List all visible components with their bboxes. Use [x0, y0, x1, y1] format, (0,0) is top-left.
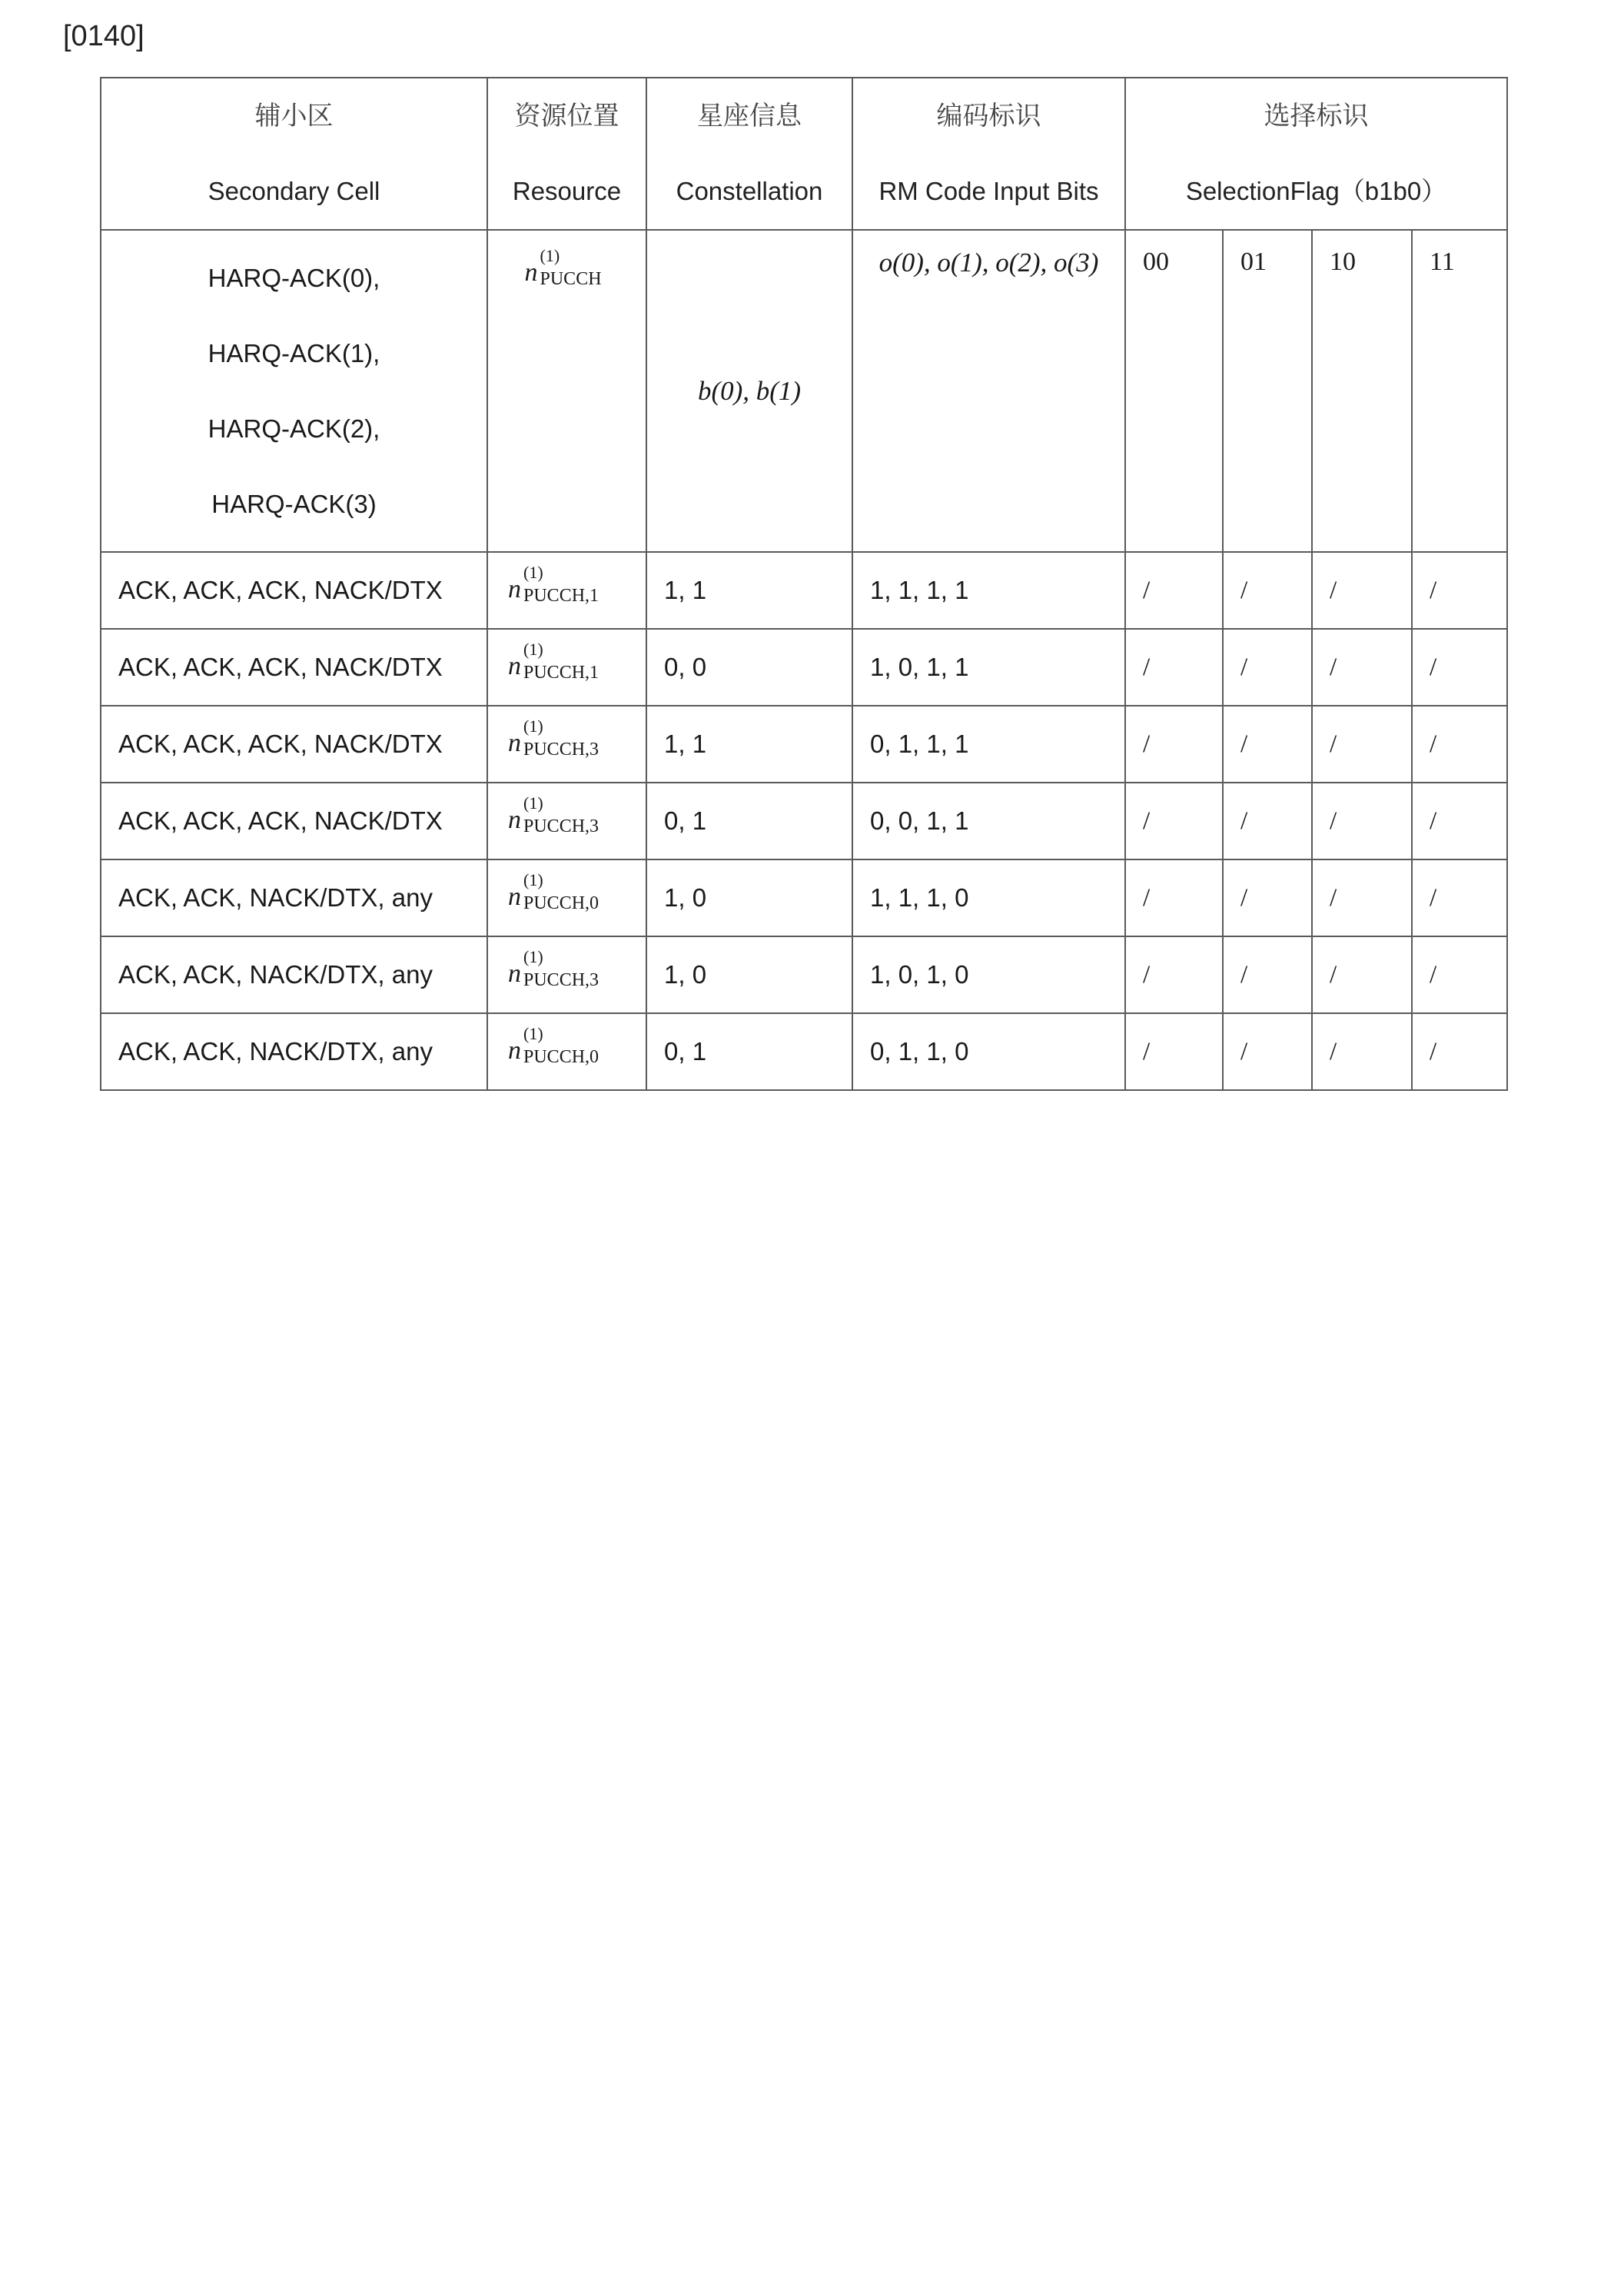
row-flag-10: /	[1312, 859, 1412, 936]
header-secondary-cell	[101, 78, 487, 230]
row-flag-01: /	[1223, 783, 1312, 859]
header-constellation-cn: 星座信息	[697, 101, 802, 131]
resource-symbol-sub: PUCCH	[540, 269, 602, 289]
row-flag-00: /	[1125, 706, 1223, 783]
header-secondary-cell-en: Secondary Cell	[208, 177, 380, 205]
row-code-bits: 0, 1, 1, 1	[852, 706, 1125, 783]
row-resource: n (1) PUCCH,1	[487, 552, 646, 629]
row-resource: n (1) PUCCH,0	[487, 1013, 646, 1090]
resource-symbol	[525, 248, 609, 294]
row-flag-11: /	[1412, 783, 1507, 859]
header-code-bits-cn: 编码标识	[936, 101, 1041, 131]
row-resource-sup: (1)	[523, 716, 543, 736]
constellation-symbol: b(0), b(1)	[646, 230, 852, 552]
harq-ack-list	[101, 230, 487, 552]
header-code-bits-en: RM Code Input Bits	[878, 177, 1099, 205]
row-constellation: 1, 0	[646, 859, 852, 936]
row-flag-10: /	[1312, 783, 1412, 859]
resource-symbol-base: n	[524, 258, 538, 287]
row-resource-sub: PUCCH,0	[523, 1047, 599, 1067]
flag-11: 11	[1412, 230, 1507, 552]
paragraph-number: [0140]	[63, 20, 144, 52]
harq-ack-2: HARQ-ACK(2),	[208, 414, 380, 443]
row-resource-sub: PUCCH,3	[523, 970, 599, 990]
row-flag-00: /	[1125, 783, 1223, 859]
row-cell-state: ACK, ACK, NACK/DTX, any	[101, 859, 487, 936]
row-resource-sup: (1)	[523, 947, 543, 966]
row-resource-sup: (1)	[523, 563, 543, 582]
row-resource-sup: (1)	[523, 1024, 543, 1043]
row-resource: n (1) PUCCH,3	[487, 783, 646, 859]
row-resource-sub: PUCCH,3	[523, 816, 599, 836]
header-resource	[487, 78, 646, 230]
harq-ack-0: HARQ-ACK(0),	[208, 263, 380, 292]
row-cell-state: ACK, ACK, ACK, NACK/DTX	[101, 706, 487, 783]
header-constellation	[646, 78, 852, 230]
row-resource: n (1) PUCCH,3	[487, 936, 646, 1013]
harq-group-row	[101, 230, 1507, 552]
row-cell-state: ACK, ACK, ACK, NACK/DTX	[101, 783, 487, 859]
row-cell-state: ACK, ACK, NACK/DTX, any	[101, 936, 487, 1013]
row-flag-01: /	[1223, 706, 1312, 783]
row-flag-01: /	[1223, 552, 1312, 629]
header-secondary-cell-cn: 辅小区	[254, 101, 334, 131]
row-flag-10: /	[1312, 1013, 1412, 1090]
harq-ack-3: HARQ-ACK(3)	[211, 489, 377, 518]
row-cell-state: ACK, ACK, ACK, NACK/DTX	[101, 629, 487, 706]
table-row	[101, 706, 1507, 783]
row-flag-11: /	[1412, 936, 1507, 1013]
row-resource: n (1) PUCCH,1	[487, 629, 646, 706]
row-flag-10: /	[1312, 552, 1412, 629]
row-code-bits: 1, 0, 1, 0	[852, 936, 1125, 1013]
header-selection-flag-cn: 选择标识	[1264, 101, 1369, 131]
row-flag-10: /	[1312, 936, 1412, 1013]
header-resource-en: Resource	[512, 177, 622, 205]
row-resource-sub: PUCCH,0	[523, 893, 599, 913]
row-code-bits: 0, 1, 1, 0	[852, 1013, 1125, 1090]
row-cell-state: ACK, ACK, ACK, NACK/DTX	[101, 552, 487, 629]
flag-10: 10	[1312, 230, 1412, 552]
header-code-bits	[852, 78, 1125, 230]
row-resource-sub: PUCCH,1	[523, 663, 599, 683]
row-flag-01: /	[1223, 936, 1312, 1013]
row-code-bits: 1, 0, 1, 1	[852, 629, 1125, 706]
row-constellation: 1, 1	[646, 552, 852, 629]
row-code-bits: 1, 1, 1, 1	[852, 552, 1125, 629]
row-resource-sup: (1)	[523, 793, 543, 813]
row-resource-sub: PUCCH,3	[523, 740, 599, 760]
row-flag-11: /	[1412, 552, 1507, 629]
row-code-bits: 1, 1, 1, 0	[852, 859, 1125, 936]
header-selection-flag-en: SelectionFlag（b1b0）	[1185, 177, 1447, 205]
harq-ack-mapping-table	[100, 77, 1508, 1091]
row-flag-10: /	[1312, 706, 1412, 783]
table-row	[101, 1013, 1507, 1090]
table-row	[101, 859, 1507, 936]
row-constellation: 1, 0	[646, 936, 852, 1013]
row-resource: n (1) PUCCH,3	[487, 706, 646, 783]
row-resource-sub: PUCCH,1	[523, 586, 599, 606]
table-row	[101, 936, 1507, 1013]
row-flag-00: /	[1125, 859, 1223, 936]
row-code-bits: 0, 0, 1, 1	[852, 783, 1125, 859]
row-flag-01: /	[1223, 629, 1312, 706]
harq-ack-1: HARQ-ACK(1),	[208, 338, 380, 367]
row-constellation: 1, 1	[646, 706, 852, 783]
row-flag-11: /	[1412, 629, 1507, 706]
row-resource-sup: (1)	[523, 640, 543, 659]
row-resource: n (1) PUCCH,0	[487, 859, 646, 936]
header-row	[101, 78, 1507, 230]
row-constellation: 0, 0	[646, 629, 852, 706]
row-flag-00: /	[1125, 1013, 1223, 1090]
table-row	[101, 552, 1507, 629]
flag-00: 00	[1125, 230, 1223, 552]
flag-01: 01	[1223, 230, 1312, 552]
row-flag-00: /	[1125, 936, 1223, 1013]
table-row	[101, 629, 1507, 706]
row-flag-11: /	[1412, 859, 1507, 936]
resource-symbol-sup: (1)	[540, 246, 560, 265]
row-flag-10: /	[1312, 629, 1412, 706]
row-constellation: 0, 1	[646, 1013, 852, 1090]
table-row	[101, 783, 1507, 859]
row-flag-00: /	[1125, 552, 1223, 629]
header-constellation-en: Constellation	[676, 177, 823, 205]
header-selection-flag	[1125, 78, 1507, 230]
code-bits-symbol: o(0), o(1), o(2), o(3)	[852, 230, 1125, 552]
row-cell-state: ACK, ACK, NACK/DTX, any	[101, 1013, 487, 1090]
row-flag-01: /	[1223, 1013, 1312, 1090]
row-constellation: 0, 1	[646, 783, 852, 859]
row-flag-01: /	[1223, 859, 1312, 936]
row-flag-11: /	[1412, 706, 1507, 783]
header-resource-cn: 资源位置	[514, 101, 619, 131]
row-resource-sup: (1)	[523, 870, 543, 889]
row-flag-00: /	[1125, 629, 1223, 706]
row-flag-11: /	[1412, 1013, 1507, 1090]
resource-symbol-cell	[487, 230, 646, 552]
